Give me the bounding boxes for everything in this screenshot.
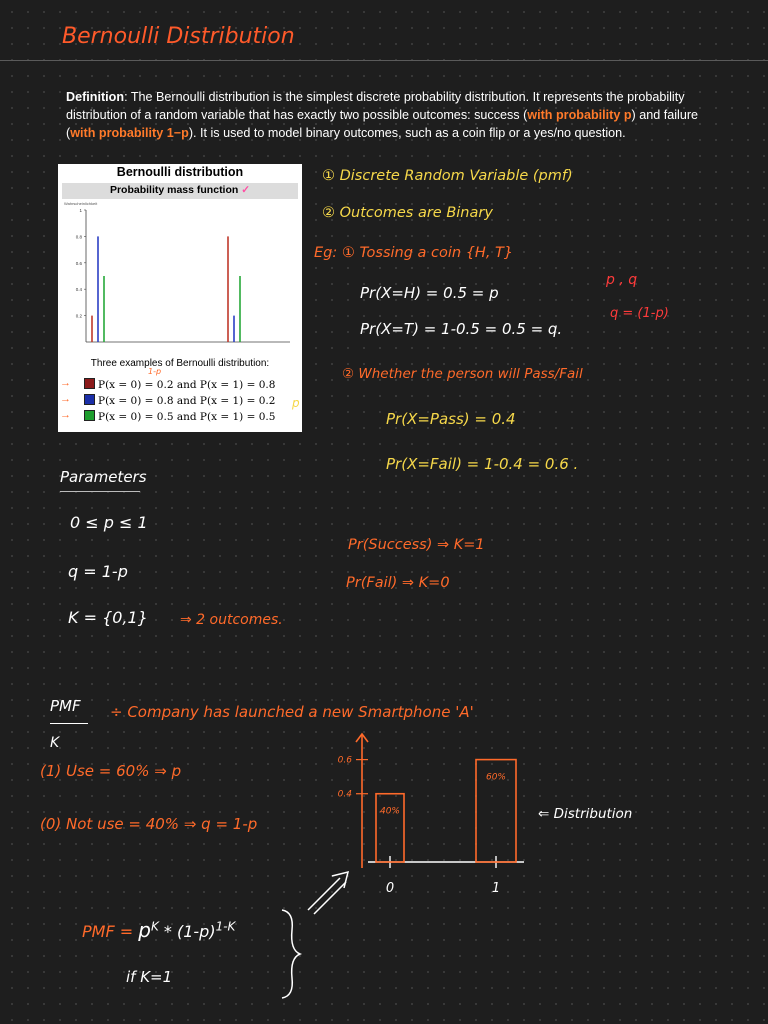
pmf-smartphone-example: ÷ Company has launched a new Smartphone 'A' [110, 703, 474, 721]
param-q: q = 1-p [68, 562, 128, 581]
note-q-definition: q = (1-p) [610, 306, 669, 321]
param-success: Pr(Success) ⇒ K=1 [348, 537, 485, 553]
note-binary-outcomes: ② Outcomes are Binary [322, 205, 493, 221]
y-tick-label: 0.4 [75, 287, 82, 293]
legend-swatch [84, 410, 95, 421]
note-pr-pass: Pr(X=Pass) = 0.4 [386, 410, 516, 428]
legend-item [84, 378, 275, 391]
pmf-y-tick-label: 0.6 [337, 755, 352, 766]
note-pr-fail: Pr(X=Fail) = 1-0.4 = 0.6 . [386, 455, 579, 473]
figure-caption: Three examples of Bernoulli distribution: [90, 358, 270, 369]
note-coin-example: Eg: ① Tossing a coin {H, T} [314, 245, 514, 261]
title-divider [0, 60, 768, 61]
pmf-chart-bars [376, 760, 516, 862]
note-pr-heads: Pr(X=H) = 0.5 = p [360, 284, 499, 302]
annotation-p: p [292, 396, 300, 410]
arrow-right-icon: → [60, 393, 71, 405]
note-p-q: p , q [606, 272, 638, 288]
y-tick-label: 0.2 [75, 313, 82, 319]
annotation-1-p: 1-p [148, 367, 162, 376]
page-title: Bernoulli Distribution [62, 24, 295, 49]
pmf-bar-label: 40% [379, 806, 401, 817]
pmf-k-label: K [50, 735, 60, 751]
definition-label: Definition [66, 90, 125, 104]
legend-label: P(x = 0) = 0.2 and P(x = 1) = 0.8 [98, 379, 276, 391]
pmf-condition: if K=1 [126, 968, 173, 986]
curly-brace-icon [276, 906, 306, 1002]
arrow-right-icon: → [60, 377, 71, 389]
pmf-fraction-bar [50, 723, 88, 724]
legend-label: P(x = 0) = 0.5 and P(x = 1) = 0.5 [98, 411, 276, 423]
pmf-bar-label: 60% [485, 772, 507, 783]
figure-y-label: Wahrscheinlichkeit [64, 201, 98, 206]
note-discrete-rv: ① Discrete Random Variable (pmf) [322, 168, 573, 184]
pmf-use: (1) Use = 60% ⇒ p [40, 762, 182, 780]
legend-swatch [84, 394, 95, 405]
pmf-chart [64, 204, 298, 354]
failure-highlight: with probability 1−p [70, 126, 189, 140]
bernoulli-figure [58, 164, 302, 432]
legend-item [84, 410, 275, 423]
pmf-formula: PMF = $p^K * (1-p)^{1-K}$ [82, 918, 236, 942]
param-p-range: 0 ≤ p ≤ 1 [70, 513, 148, 532]
pmf-y-tick-label: 0.4 [337, 789, 352, 800]
param-fail: Pr(Fail) ⇒ K=0 [346, 575, 450, 591]
legend-item [84, 394, 275, 407]
pmf-label: PMF [50, 697, 81, 715]
chart-ticks [76, 208, 86, 319]
distribution-label: ⇐ Distribution [538, 806, 633, 822]
parameters-heading: Parameters [60, 468, 147, 486]
parameters-underline [60, 491, 140, 492]
param-k: K = {0,1} [68, 608, 148, 627]
definition-text-3: ). It is used to model binary outcomes, such as a coin flip or a yes/no question. [188, 126, 626, 140]
param-k-note: ⇒ 2 outcomes. [180, 612, 283, 628]
y-tick-label: 0.6 [75, 260, 82, 266]
success-highlight: with probability p [527, 108, 632, 122]
chart-axes [86, 210, 290, 342]
y-tick-label: 1 [79, 208, 82, 213]
legend-label: P(x = 0) = 0.8 and P(x = 1) = 0.2 [98, 395, 276, 407]
y-tick-label: 0.8 [75, 234, 82, 240]
pmf-chart-axes [356, 734, 524, 868]
definition-text-2: ) and failure ( [66, 108, 699, 140]
figure-title: Bernoulli distribution [116, 165, 244, 179]
checkmark-icon: ✓ [241, 184, 251, 196]
definition-text-1: : The Bernoulli distribution is the simplest discrete probability distribution. It represents the probability distribution of a random variable that has exactly two possible outcomes: success ( [66, 90, 685, 122]
double-arrow-icon [300, 858, 360, 918]
chart-bars [92, 236, 240, 342]
figure-subtitle: Probability mass function ✓ [109, 184, 251, 196]
pmf-x-tick-label: 0 [385, 881, 395, 896]
note-pr-tails: Pr(X=T) = 1-0.5 = 0.5 = q. [360, 320, 563, 338]
legend-swatch [84, 378, 95, 389]
definition-paragraph [66, 88, 716, 142]
pmf-bar [376, 794, 404, 862]
arrow-right-icon: → [60, 409, 71, 421]
figure-subtitle-bar [62, 183, 298, 199]
note-pass-fail-example: ② Whether the person will Pass/Fail [342, 366, 583, 382]
pmf-x-tick-label: 1 [491, 881, 501, 896]
pmf-not-use: (0) Not use = 40% ⇒ q = 1-p [40, 815, 258, 833]
